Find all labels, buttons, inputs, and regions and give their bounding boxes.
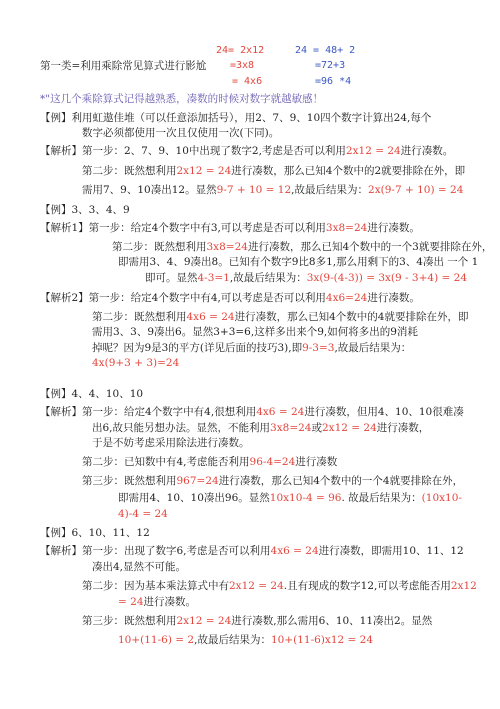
category-one-label: 第一类=利用乘除常见算式进行影尬 [40,60,207,72]
example2-analysis2-step1: 【解析2】第一步：给定4个数字中有4,可以考虑是否可以利用4x6=24进行凑数。 [40,292,420,304]
example2-analysis2-result: 4x(9+3 + 3)=24 [92,357,180,369]
example3-step2: 第二步：已知数中有4,考虑能否利用96-4=24进行凑数 [82,456,338,468]
example2-analysis2-step2: 第二步：既然想利用4x6 = 24进行凑数，那么已知4个数中的4就要排除在外，即 [92,311,469,323]
example3-step1-line3: 于是不妨考虑采用除法进行凑数。 [92,437,250,449]
formula-3x8: =3x8 [230,60,255,71]
formula-24-2x12: 24= 2x12 [216,45,265,56]
formula-72-div-3: =72+3 [315,60,346,71]
example4-step1-line2: 凑出4,显然不可能。 [92,561,187,573]
example2-analysis1-step1: 【解析1】第一步：给定4个数字中有3,可以考虑是否可以利用3x8=24进行凑数。 [40,222,420,234]
example1-title-cont: 数字必须都使用一次且仅使用一次(下同)。 [82,127,280,139]
example3-step3: 第三步：既然想利用967=24进行凑数，那么已知4个数中的一个4就要排除在外， [82,475,464,487]
example3-step1-line2: 出6,故只能另想办法。显然，不能利用3x8=24或2x12 = 24进行凑数， [92,422,430,434]
example1-step1: 【解析】第一步：2、7、9、10中出现了数字2,考虑是否可以利用2x12 = 24进行凑数。 [40,145,454,157]
example4-step2: 第二步：因为基本乘法算式中有2x12 = 24.且有现成的数字12,可以考虑能否用2x12 [82,580,477,592]
tip-note: *"这几个乘除算式记得越熟悉，凑数的时候对数字就越敏感！ [40,93,324,105]
example1-title: 【例】利用虹遨佳堆（可以任意添加括号），用2、7、9、10四个数字计算出24,每个 [40,112,432,124]
example2-analysis2-line4: 掉呢？因为9是3的平方(详见后面的技巧3),即9-3=3,故最后结果为： [92,342,412,354]
formula-4x6: = 4x6 [232,76,263,87]
example3-step3-line3: 4)-4 = 24 [118,508,168,520]
example2-title: 【例】3、3、4、9 [40,204,130,216]
example4-step3: 第三步：既然想利用2x12 = 24进行凑数,那么需用6、10、11凑出2。显然 [82,615,433,627]
example4-step2-line2: = 24进行凑数。 [118,596,196,608]
example2-analysis1-line4: 即可。显然4-3=1,故最后结果为：3x(9-(4-3)) = 3x(9 - 3+4) = 24 [145,272,468,284]
example3-step3-line2: 即需用4、10、10凑出96。显然10x10-4 = 96. 故最后结果为：(10x10- [118,492,462,504]
example1-step2: 第二步：既然想利用2x12 = 24进行凑数，那么已知4个数中的2就要排除在外，即 [82,165,466,177]
example3-title: 【例】4、4、10、10 [40,388,144,400]
example3-step1: 【解析】第一步：给定4个数字中有4,很想利用4x6 = 24进行凑数，但用4、10、10很难凑 [40,406,464,418]
example4-step1: 【解析】第一步：出现了数字6,考虑是否可以利用4x6 = 24进行凑数，即需用10、11、12 [40,545,464,557]
example2-analysis1-step2: 第二步：既然想利用3x8=24进行凑数，那么已知4个数中的一个3就要排除在外， [112,241,493,253]
example4-step3-line2: 10+(11-6) = 2,故最后结果为：10+(11-6)x12 = 24 [118,634,374,646]
formula-96-div-4: =96 *4 [315,76,352,87]
formula-24-48-div-2: 24 = 48+ 2 [295,45,356,56]
example2-analysis1-line3: 即需用3、4、9凑出8。已知有个数字9比8多1,那么用剩下的3、4凑出 一个 1 [118,256,479,268]
example4-title: 【例】6、10、11、12 [40,527,150,539]
example1-step2-cont: 需用7、9、10凑出12。显然9-7 + 10 = 12,故最后结果为：2x(9-7 + 10) = 24 [82,184,464,196]
example2-analysis2-line3: 需用3、3、9凑出6。显然3+3=6,这样多出来个9,如何将多出的9消耗 [92,326,418,338]
